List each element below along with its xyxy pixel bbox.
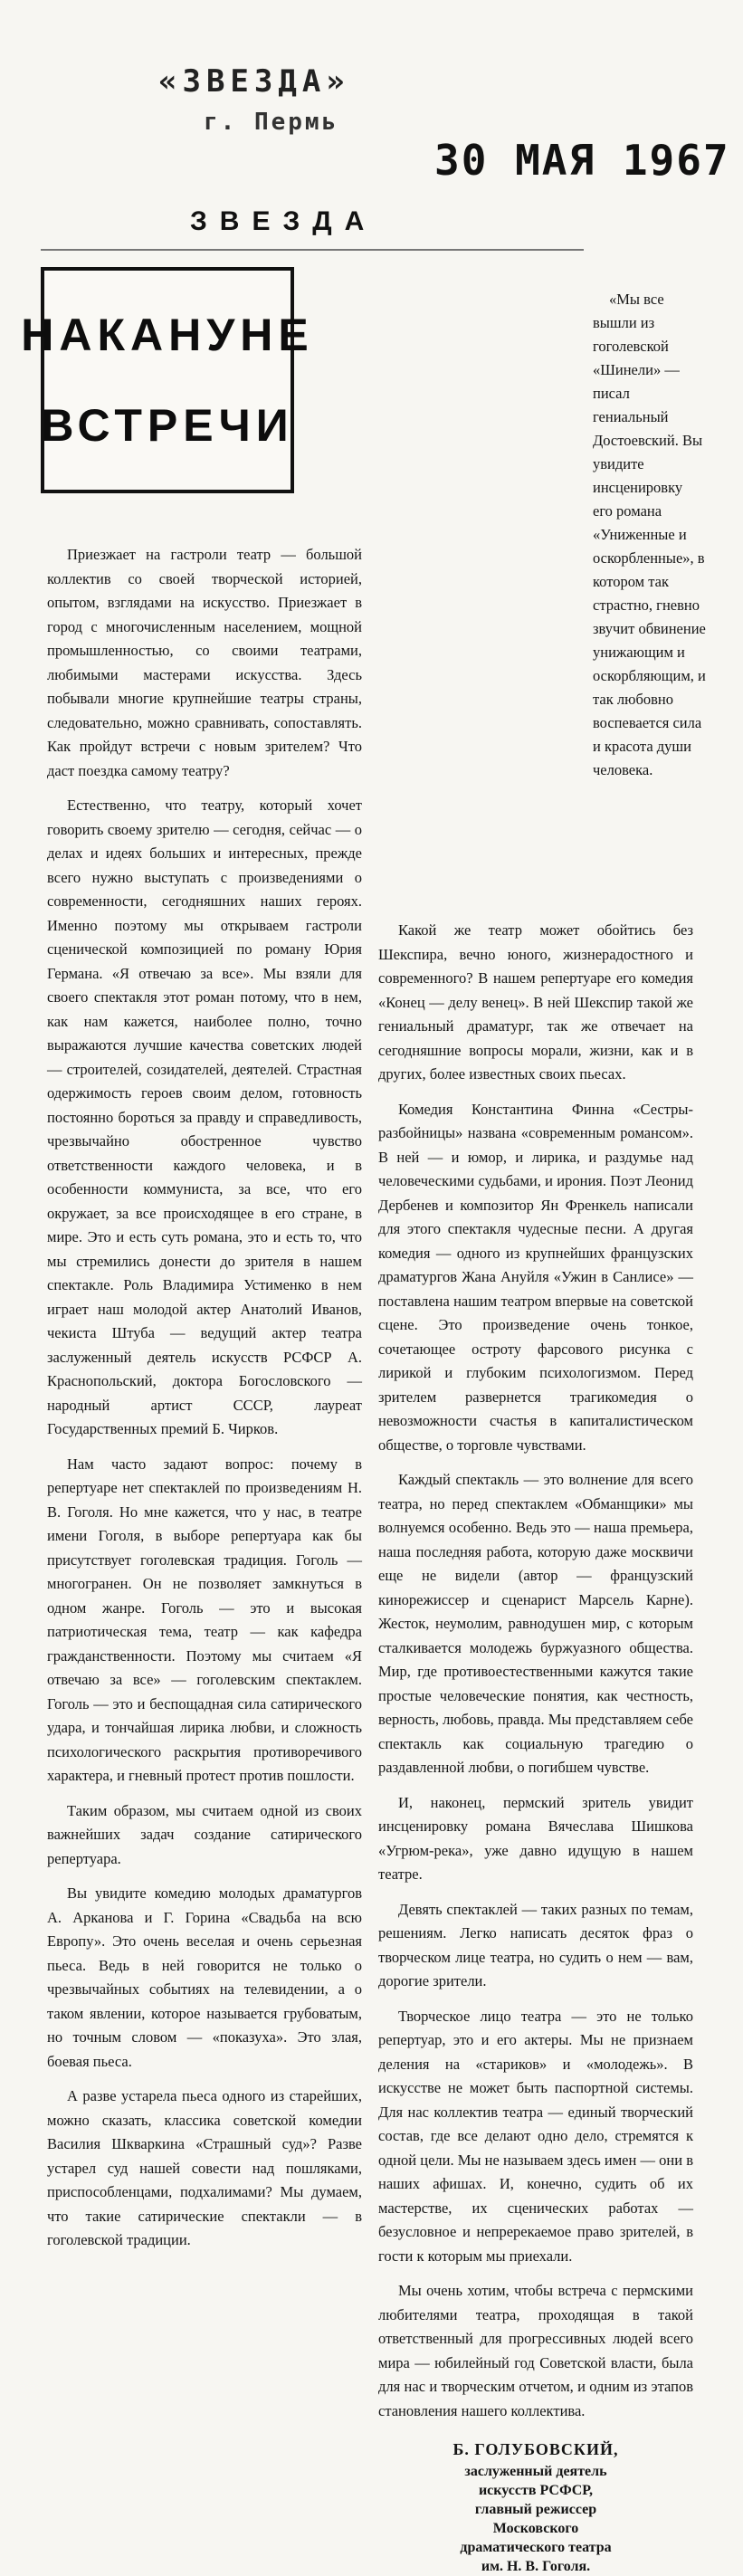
author-title-line: главный режиссер [474,2501,597,2517]
author-title-line: им. Н. В. Гоголя. [481,2558,591,2574]
author-title-line: искусств РСФСР, [478,2482,594,2498]
headline-line-1: НАКАНУНЕ [21,310,314,360]
paragraph: Нам часто задают вопрос: почему в репертуаре нет спектаклей по произведениям Н. В. Гоголя. Но мне кажется, что у нас, в театре имени Гоголя, в выборе репертуара как бы присутствует гоголевская традиция. Гоголь — многогранен. Он не позволяет замкнуться в одном жанре. Гоголь — это и высокая патриотическая тема, театр — как кафедра гражданственности. Поэтому мы считаем «Я отвечаю за все» — гоголевским спектаклем. Гоголь — это и беспощадная сила сатирического удара, и тончайшая лирика любви, и сложность психологического раскрытия противоречивого характера, и гневный протест против пошлости. [47,1455,362,1784]
newspaper-stamp: «ЗВЕЗДА» [158,63,350,100]
masthead: ЗВЕЗДА [190,206,377,236]
intro-column [593,288,706,782]
article-left-column [47,543,362,2264]
masthead-rule [41,249,584,251]
paragraph: Вы увидите комедию молодых драматургов А. Арканова и Г. Горина «Свадьба на всю Европу». Это очень веселая и очень серьезная пьеса. Ведь в ней говорится не только о чрезвычайных событиях на телевидении, а о таком явлении, которое называется грубоватым, но точным словом — «показуха». Это злая, боевая пьеса. [47,1884,362,2070]
intro-paragraph: «Мы все вышли из гоголевской «Шинели» — писал гениальный Достоевский. Вы увидите инсценировку его романа «Униженные и оскорбленные», в котором так страстно, гневно звучит обвинение унижающим и оскорбляющим, и так любовно воспевается сила и красота души человека. [593,291,706,778]
city-stamp: г. Пермь [204,109,339,136]
article-right-column [378,919,693,2576]
paragraph: Творческое лицо театра — это не только репертуар, это и его актеры. Мы не признаем деления на «стариков» и «молодежь». В искусстве не может быть паспортной системы. Для нас коллектив театра — единый творческий состав, где все делают одно дело, стремятся к одной цели. Мы не называем здесь имен — они в наших афишах. И, конечно, судить об их мастерстве, их сценических работах — безусловное и непререкаемое право зрителей, в гости к которым мы приехали. [378,2007,693,2265]
author-title-line: Московского [492,2520,579,2536]
author-title-line: драматического театра [460,2539,612,2555]
author-title-line: заслуженный деятель [464,2463,607,2479]
paragraph: А разве устарела пьеса одного из старейших, можно сказать, классика советской комедии Василия Шкваркина «Страшный суд»? Разве устарел суд нашей совести над пошляками, приспособленцами, подхалимами? Мы думаем, что такие сатирические спектакли — в гоголевской традиции. [47,2087,362,2248]
paragraph: Естественно, что театру, который хочет говорить своему зрителю — сегодня, сейчас — о делах и идеях больших и интересных, прежде всего нужно выступать с произведениями о современности, сегодняшних наших героях. Именно поэтому мы открываем гастроли сценической композицией по роману Юрия Германа. «Я отвечаю за все». Мы взяли для своего спектакля этот роман потому, что в нем, как нам кажется, наиболее полно, точно выражаются лучшие качества советских людей — строителей, созидателей, деятелей. Страстная одержимость героев своим делом, готовность постоянно бороться за правду и справедливость, чрезвычайно обостренное чувство ответственности каждого человека, и в особенности коммуниста, за все, что его окружает, за все происходящее в его стране, в мире. Это и есть суть романа, это и есть то, что мы стремились донести до зрителя в нашем спектакле. Роль Владимира Устименко в нем играет наш молодой актер Анатолий Иванов, чекиста Штуба — ведущий актер театра заслуженный деятель искусств РСФСР А. Краснопольский, доктора Богословского — народный артист СССР, лауреат Государственных премий Б. Чирков. [47,797,362,1437]
headline-box [21,267,314,493]
paragraph: Таким образом, мы считаем одной из своих важнейших задач создание сатирического репертуара. [47,1801,362,1867]
author-signature [378,2438,693,2576]
paragraph: Какой же театр может обойтись без Шекспира, вечно юного, жизнерадостного и современного? В нашем репертуаре его комедия «Конец — делу венец». В ней Шекспир такой же гениальный драматург, так же отвечает на сегодняшние вопросы морали, жизни, как и в других, более известных своих пьесах. [378,921,693,1083]
paragraph: Каждый спектакль — это волнение для всего театра, но перед спектаклем «Обманщики» мы волнуемся особенно. Ведь это — наша премьера, наша последняя работа, которую даже москвичи еще не видели (автор — французский кинорежиссер и сценарист Марсель Карне). Жесток, неумолим, равнодушен мир, с которым сталкивается молодежь буржуазного общества. Мир, где противоестественными кажутся такие простые человеческие понятия, как честность, верность, любовь, правда. Мы представляем себе спектакль как социальную трагедию о раздавленной любви, о погибшем чувстве. [378,1471,693,1776]
headline-line-2: ВСТРЕЧИ [41,400,294,451]
paragraph: Мы очень хотим, чтобы встреча с пермскими любителями театра, проходящая в такой ответственный для прогрессивных людей всего мира — юбилейный год Советской власти, была для нас и творческим отчетом, и одним из этапов становления нашего коллектива. [378,2282,693,2419]
paragraph: Комедия Константина Финна «Сестры-разбойницы» названа «современным романсом». В ней — и юмор, и лирика, и раздумье над человеческими судьбами, и ирония. Поэт Леонид Дербенев и композитор Ян Френкель написали для этого спектакля чудесные песни. А другая комедия — одного из крупнейших французских драматургов Жана Ануйля «Ужин в Санлисе» — поставлена нашим театром впервые на советской сцене. Это произведение очень тонкое, сочетающее остроту фарсового рисунка с лирикой и глубоким психологизмом. Перед зрителем развернется трагикомедия о невозможности счастья в капиталистическом обществе, о торговле чувствами. [378,1100,693,1454]
paragraph: И, наконец, пермский зритель увидит инсценировку романа Вячеслава Шишкова «Угрюм-река», уже давно идущую в нашем театре. [378,1793,693,1883]
author-name: Б. ГОЛУБОВСКИЙ, [452,2440,619,2458]
paragraph: Приезжает на гастроли театр — большой коллектив со своей творческой историей, опытом, взглядами на искусство. Приезжает в город с многочисленным населением, мощной промышленностью, со своими театрами, любимыми мастерами искусства. Здесь побывали многие крупнейшие театры страны, следовательно, можно сравнивать, сопоставлять. Как пройдут встречи с новым зрителем? Что даст поездка самому театру? [47,546,362,779]
paragraph: Девять спектаклей — таких разных по темам, решениям. Легко написать десяток фраз о творческом лице театра, но судить о нем — вам, дорогие зрители. [378,1900,693,1989]
date-stamp: 30 МАЯ 1967 [434,136,730,185]
